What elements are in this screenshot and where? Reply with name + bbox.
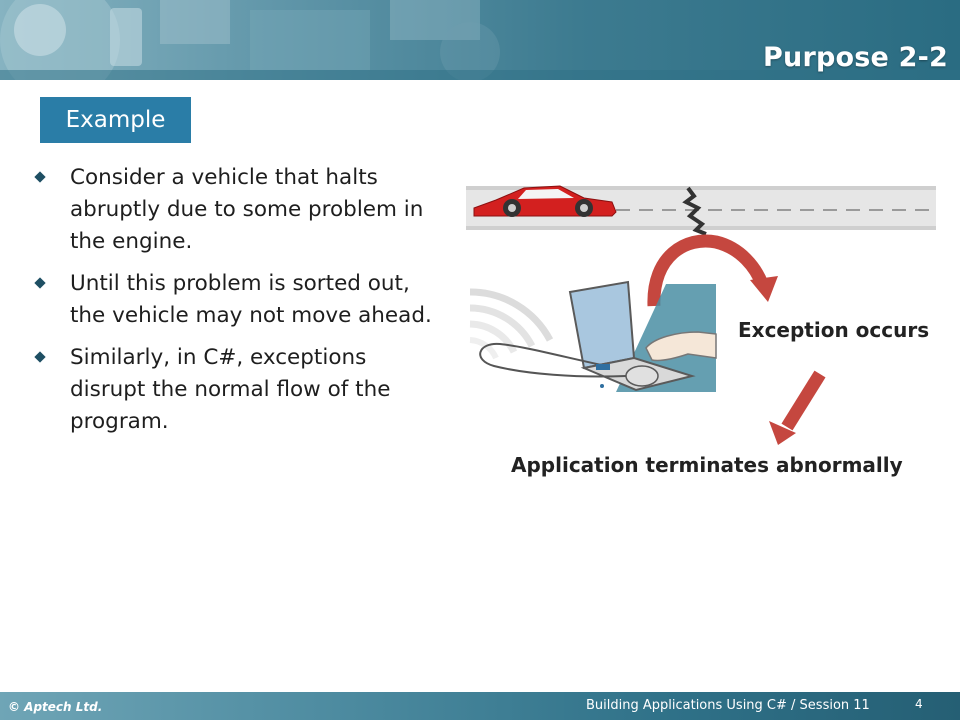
computer-mouse [626, 366, 658, 386]
diamond-bullet-icon [34, 171, 45, 182]
diamond-bullet-icon [34, 277, 45, 288]
course-title: Building Applications Using C# / Session 11 [586, 698, 870, 713]
down-arrow-icon [787, 374, 820, 427]
page-number: 4 [915, 697, 923, 711]
header-banner [0, 0, 960, 80]
bullet-text: Similarly, in C#, exceptions disrupt the normal flow of the program. [70, 345, 391, 434]
exception-caption: Exception occurs [738, 318, 930, 342]
slide-title: Purpose 2-2 [763, 42, 948, 73]
bullet-item [32, 162, 444, 258]
copyright-text: © Aptech Ltd. [8, 700, 103, 714]
bullet-list [32, 162, 444, 448]
diamond-bullet-icon [34, 351, 45, 362]
termination-caption: Application terminates abnormally [511, 453, 903, 477]
laptop-screen [570, 282, 634, 368]
bullet-item [32, 342, 444, 438]
bullet-text: Until this problem is sorted out, the vehicle may not move ahead. [70, 271, 432, 328]
example-label: Example [40, 97, 191, 143]
footer-bar [0, 692, 960, 720]
computer-user-icon [466, 280, 716, 392]
bullet-text: Consider a vehicle that halts abruptly due to some problem in the engine. [70, 165, 424, 254]
bullet-item [32, 268, 444, 332]
